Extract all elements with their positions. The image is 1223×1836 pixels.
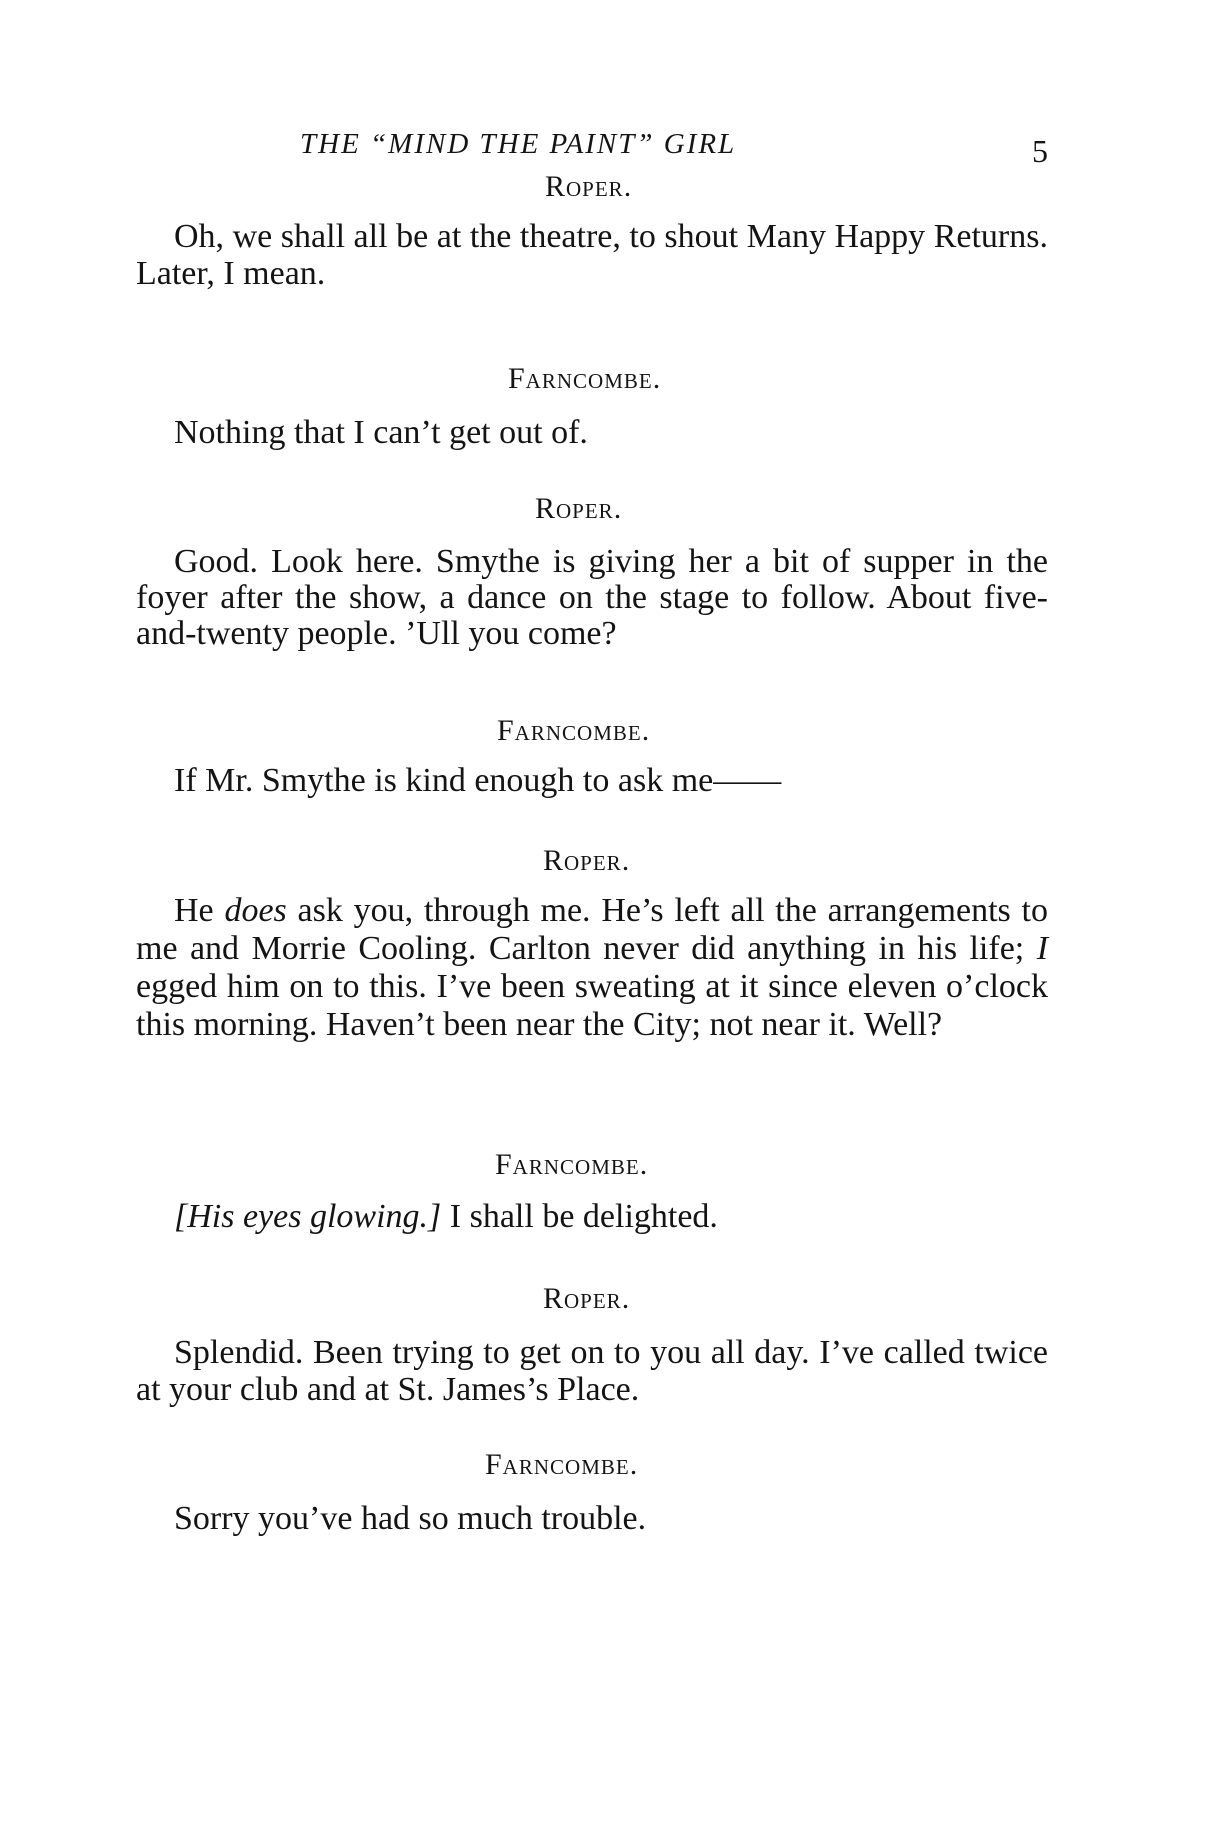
speaker-name: Roper.	[535, 492, 623, 525]
stage-direction: [His eyes glowing.]	[174, 1198, 442, 1235]
speaker-name: Roper.	[545, 170, 633, 203]
emphasis-text: I	[1036, 930, 1049, 967]
speaker-name: Farncombe.	[508, 362, 662, 395]
emphasis-text: does	[224, 892, 287, 929]
speech-text	[136, 892, 1048, 1044]
running-title: THE “MIND THE PAINT” GIRL	[300, 128, 737, 160]
speech-text: Oh, we shall all be at the theatre, to shout Many Happy Returns. Later, I mean.	[136, 218, 1048, 292]
speech-text: If Mr. Smythe is kind enough to ask me——	[174, 762, 782, 799]
speaker-name: Roper.	[543, 1282, 631, 1315]
speaker-name: Farncombe.	[497, 714, 651, 747]
speech-text: Nothing that I can’t get out of.	[174, 414, 588, 451]
page-number: 5	[1032, 133, 1048, 169]
speech-text-part: ask you, through me. He’s left all the arrangements to me and Morrie Cooling. Carlton never did anything in his life;	[136, 892, 1048, 967]
speaker-name: Farncombe.	[495, 1148, 649, 1181]
speech-text: Good. Look here. Smythe is giving her a bit of supper in the foyer after the show, a dance on the stage to follow. About five-and-twenty people. ’Ull you come?	[136, 543, 1048, 652]
speech-text: Splendid. Been trying to get on to you all day. I’ve called twice at your club and at St. James’s Place.	[136, 1334, 1048, 1408]
speaker-name: Farncombe.	[485, 1448, 639, 1481]
speech-text	[136, 1198, 1048, 1235]
speaker-name: Roper.	[543, 844, 631, 877]
speech-text-part: He	[174, 892, 225, 929]
speech-text: Sorry you’ve had so much trouble.	[174, 1500, 647, 1537]
speech-text-part: egged him on to this. I’ve been sweating at it since eleven o’clock this morning. Haven’t been near the City; not near it. Well?	[136, 968, 1048, 1043]
speech-text-part: I shall be delighted.	[441, 1198, 718, 1235]
